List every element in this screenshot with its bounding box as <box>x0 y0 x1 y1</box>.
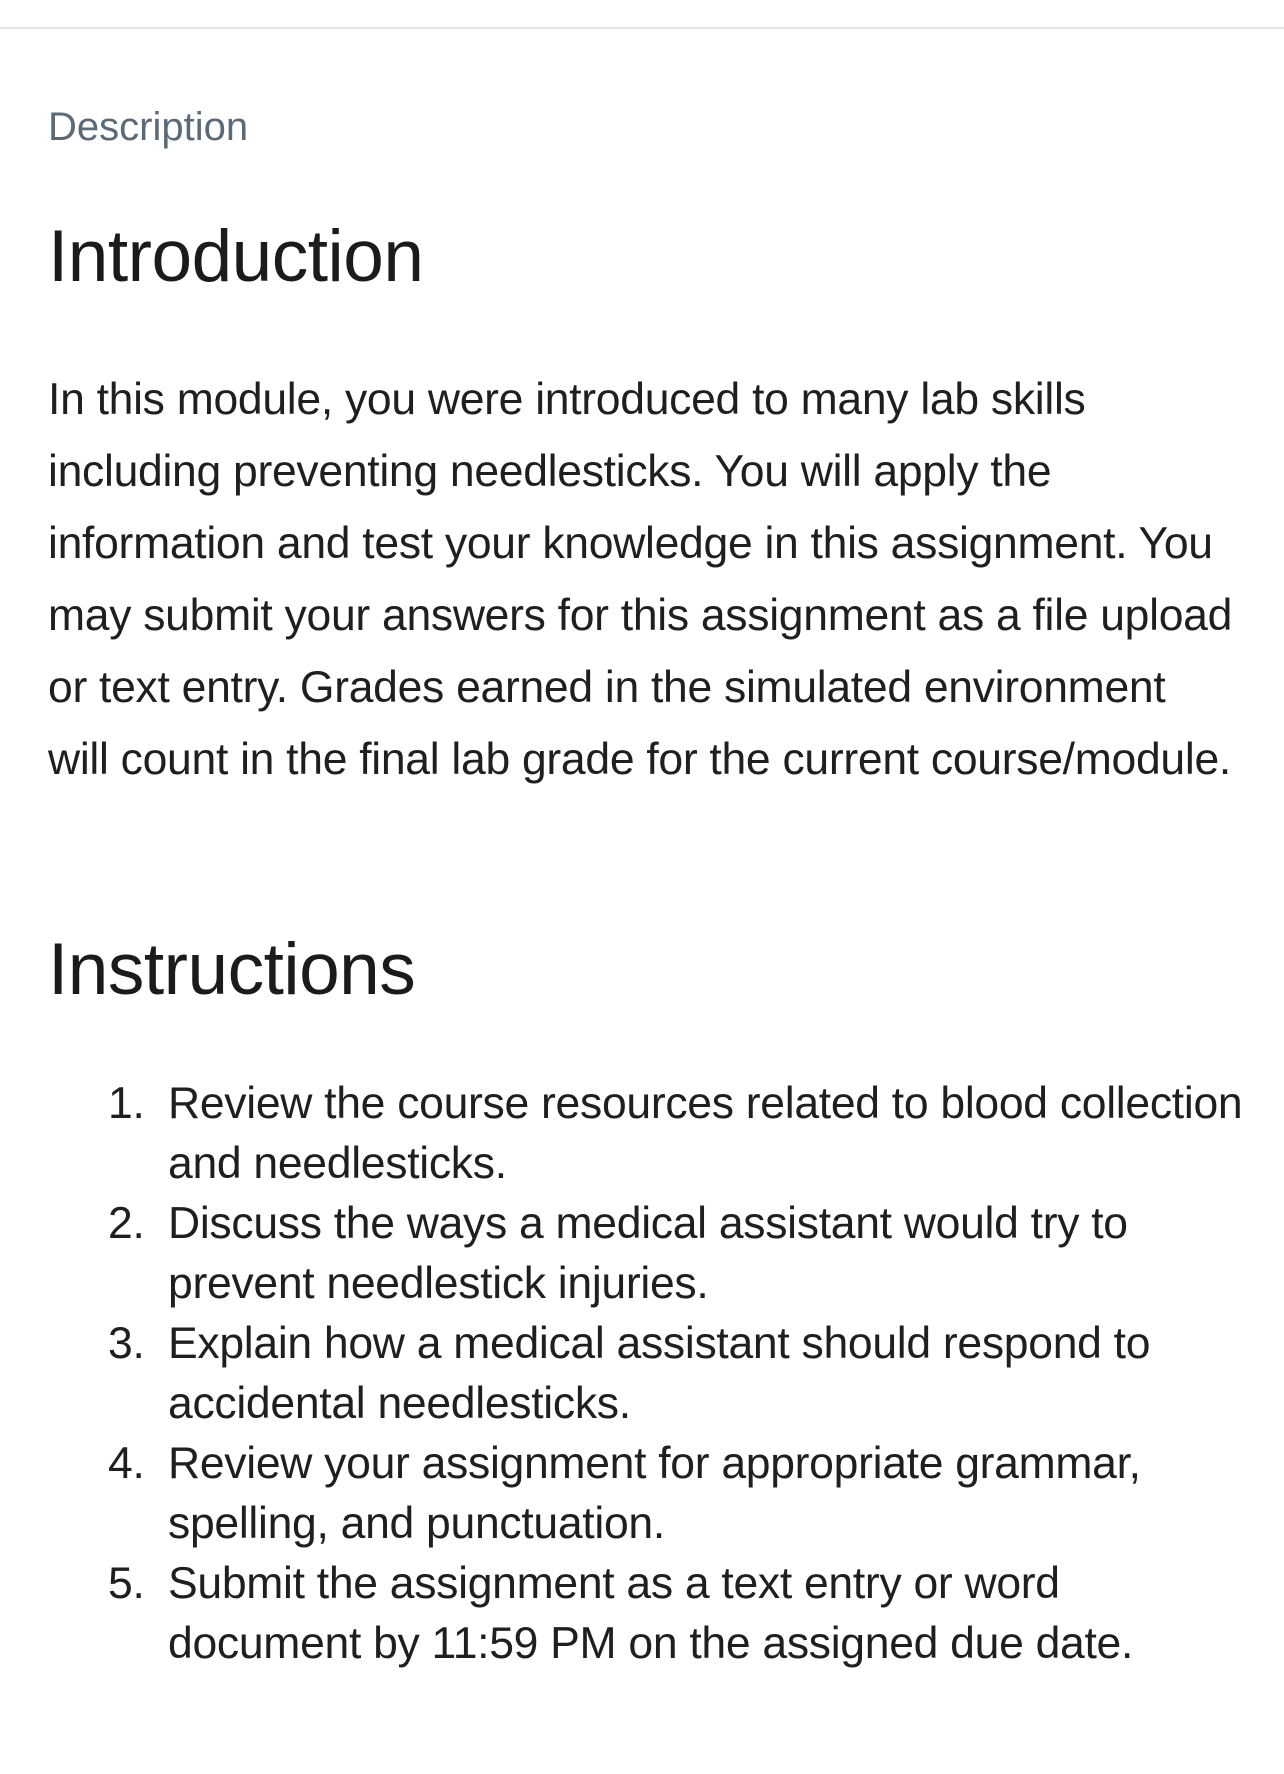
step-text: Review your assignment for appropriate grammar, spelling, and punctuation. <box>168 1439 1141 1548</box>
instruction-step-5 <box>108 1554 1248 1674</box>
step-text: Submit the assignment as a text entry or word document by 11:59 PM on the assigned due date. <box>168 1559 1134 1668</box>
top-divider <box>0 27 1284 29</box>
step-text: Discuss the ways a medical assistant would try to prevent needlestick injuries. <box>168 1199 1128 1308</box>
introduction-heading: Introduction <box>48 216 424 297</box>
instruction-step-2 <box>108 1194 1248 1314</box>
instruction-step-3 <box>108 1314 1248 1434</box>
step-number: 3. <box>108 1319 145 1368</box>
step-number: 1. <box>108 1079 145 1128</box>
instruction-step-1 <box>108 1074 1248 1194</box>
instructions-list <box>108 1074 1248 1674</box>
instructions-heading: Instructions <box>48 929 416 1010</box>
step-text: Explain how a medical assistant should respond to accidental needlesticks. <box>168 1319 1151 1428</box>
instruction-step-4 <box>108 1434 1248 1554</box>
introduction-paragraph: In this module, you were introduced to many lab skills including preventing needlesticks. You will apply the information and test your knowledge in this assignment. You may submit your answers for this assignment as a file upload or text entry. Grades earned in the simulated environment will count in the final lab grade for the current course/module. <box>48 375 1233 784</box>
step-number: 4. <box>108 1439 145 1488</box>
description-label: Description <box>48 105 249 149</box>
step-text: Review the course resources related to blood collection and needlesticks. <box>168 1079 1243 1188</box>
step-number: 5. <box>108 1559 145 1608</box>
step-number: 2. <box>108 1199 145 1248</box>
